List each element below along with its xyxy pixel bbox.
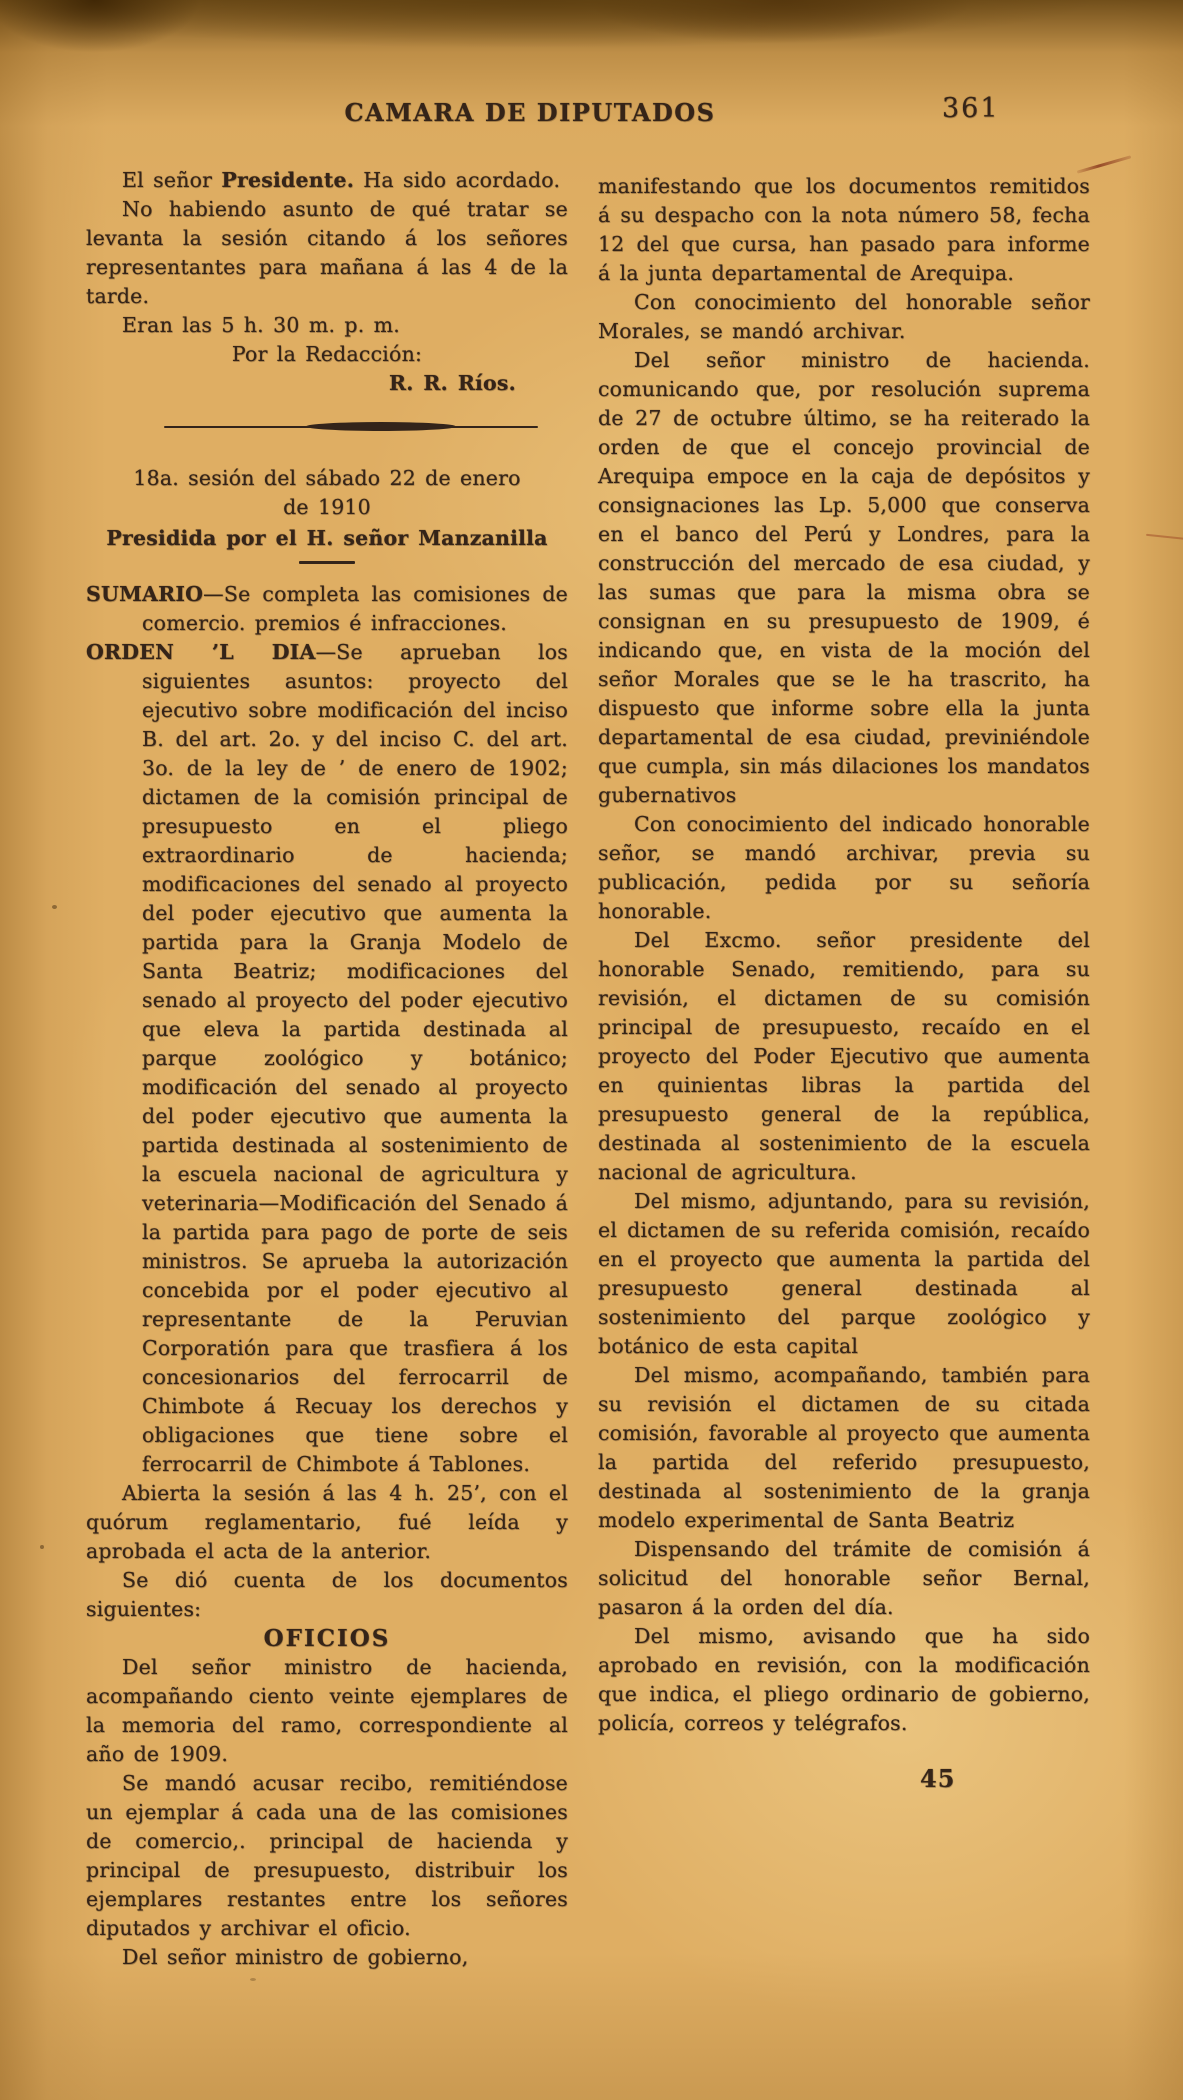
heading-rule <box>299 561 355 564</box>
paragraph-ministro-hacienda: Del señor ministro de hacienda, acompañando ciento veinte ejemplares de la memoria del ramo, correspondiente al año de 1909. <box>86 1655 568 1766</box>
right-column <box>598 172 1090 1793</box>
ink-speck <box>40 1545 44 1549</box>
orden-del-dia-label: ORDEN ’L DIA <box>86 640 316 664</box>
sumario-text: —Se completa las comisiones de comercio. premios é infracciones. <box>142 582 568 635</box>
sumario-label: SUMARIO <box>86 582 204 606</box>
paragraph-mando-archivar: Con conocimiento del indicado honorable señor, se mandó archivar, previa su publicación, pedida por su señoría honorable. <box>598 812 1090 923</box>
paragraph-ministro-gobierno: Del señor ministro de gobierno, <box>122 1945 469 1969</box>
printer-signature-number: 45 <box>920 1764 956 1793</box>
paragraph-morales-archivar: Con conocimiento del honorable señor Morales, se mandó archivar. <box>598 290 1090 343</box>
ink-speck <box>52 905 57 909</box>
paragraph-presidente-pre: El señor <box>122 168 222 192</box>
presidente-bold-word: Presidente. <box>221 168 355 192</box>
page-header-title: CAMARA DE DIPUTADOS <box>344 98 716 127</box>
red-pen-mark <box>1077 155 1132 173</box>
session-presided-by: Presidida por el H. señor Manzanilla <box>106 526 548 550</box>
paragraph-manifestando: manifestando que los documentos remitidos á su despacho con la nota número 58, fecha 12 del que cursa, han pasado para informe á la junta departamental de Arequipa. <box>598 174 1090 285</box>
orden-del-dia-text: —Se aprueban los siguientes asuntos: proyecto del ejecutivo sobre modificación del inciso B. del art. 2o. y del inciso C. del art. 3o. de la ley de ’ de enero de 1902; dictamen de la comisión principal de presupuesto en el pliego extraordinario de hacienda; modificaciones del senado al proyecto del poder ejecutivo que aumenta la partida para la Granja Modelo de Santa Beatriz; modificaciones del senado al proyecto del poder ejecutivo que eleva la partida destinada al parque zoológico y botánico; modificación del senado al proyecto del poder ejecutivo que aumenta la partida destinada al sostenimiento de la escuela nacional de agricultura y veterinaria—Modificación del Senado á la partida para pago de porte de seis ministros. Se aprueba la autorización concebida por el poder ejecutivo al representante de la Peruvian Corporatión para que trasfiera á los concesionarios del ferrocarril de Chimbote á Recuay los derechos y obligaciones que tiene sobre el ferrocarril de Chimbote á Tablones. <box>142 640 568 1476</box>
paragraph-bernal: Dispensando del trámite de comisión á solicitud del honorable señor Bernal, pasaron á la orden del día. <box>598 1537 1090 1619</box>
paragraph-hacienda-resolucion: Del señor ministro de hacienda. comunicando que, por resolución suprema de 27 de octubre último, se ha reiterado la orden de que el concejo provincial de Arequipa empoce en la caja de depósitos y consignaciones las Lp. 5,000 que conserva en el banco del Perú y Londres, para la construcción del mercado de esa ciudad, y las sumas que para la misma obra se consignan en su presupuesto de 1909, é indicando que, en vista de la moción del señor Morales que se le ha trascrito, ha dispuesto que informe sobre ella la junta departamental de esa ciudad, previniéndole que cumpla, sin más dilaciones los mandatos gubernativos <box>598 348 1090 807</box>
paragraph-orden-del-dia <box>86 638 568 1479</box>
paragraph-abierta: Abierta la sesión á las 4 h. 25’, con el quórum reglamentario, fué leída y aprobada el acta de la anterior. <box>86 1481 568 1563</box>
session-heading <box>92 464 562 564</box>
paragraph-no-habiendo: No habiendo asunto de qué tratar se levanta la sesión citando á los señores representantes para mañana á las 4 de la tarde. <box>86 197 568 308</box>
paragraph-presidente-senado: Del Excmo. señor presidente del honorable Senado, remitiendo, para su revisión, el dictamen de su comisión principal de presupuesto, recaído en el proyecto del Poder Ejecutivo que aumenta en quinientas libras la partida del presupuesto general de la república, destinada al sostenimiento de la escuela nacional de agricultura. <box>598 928 1090 1184</box>
paper-scratch <box>1146 534 1183 540</box>
paragraph-hora: Eran las 5 h. 30 m. p. m. <box>122 313 400 337</box>
left-column <box>86 166 568 1972</box>
paragraph-presidente <box>86 166 568 195</box>
paragraph-sumario <box>86 580 568 638</box>
page-number: 361 <box>942 93 1000 124</box>
paragraph-se-dio-cuenta: Se dió cuenta de los documentos siguientes: <box>86 1568 568 1621</box>
paragraph-telegrafos: Del mismo, avisando que ha sido aprobado en revisión, con la modificación que indica, el pliego ordinario de gobierno, policía, correos y telégrafos. <box>598 1624 1090 1735</box>
session-heading-line1: 18a. sesión del sábado 22 de enero <box>133 466 521 490</box>
oficios-heading: OFICIOS <box>263 1625 391 1652</box>
paragraph-acuse-recibo: Se mandó acusar recibo, remitiéndose un ejemplar á cada una de las comisiones de comercio,. principal de hacienda y principal de presupuesto, distribuir los ejemplares restantes entre los señores diputados y archivar el oficio. <box>86 1771 568 1940</box>
redactor-signature: R. R. Ríos. <box>389 371 516 395</box>
paragraph-redaccion: Por la Redacción: <box>231 342 423 366</box>
ink-speck <box>250 1978 256 1981</box>
session-heading-line2: de 1910 <box>283 495 371 519</box>
paragraph-presidente-post: Ha sido acordado. <box>354 168 561 192</box>
section-divider <box>164 424 538 430</box>
paragraph-mismo-granja: Del mismo, acompañando, también para su revisión el dictamen de su citada comisión, favorable al proyecto que aumenta la partida del referido presupuesto, destinada al sostenimiento de la granja modelo experimental de Santa Beatriz <box>598 1363 1090 1532</box>
divider-spindle <box>306 422 456 431</box>
paragraph-mismo-zoologico: Del mismo, adjuntando, para su revisión, el dictamen de su referida comisión, recaído en el proyecto que aumenta la partida del presupuesto general destinada al sostenimiento del parque zoológico y botánico de esta capital <box>598 1189 1090 1358</box>
